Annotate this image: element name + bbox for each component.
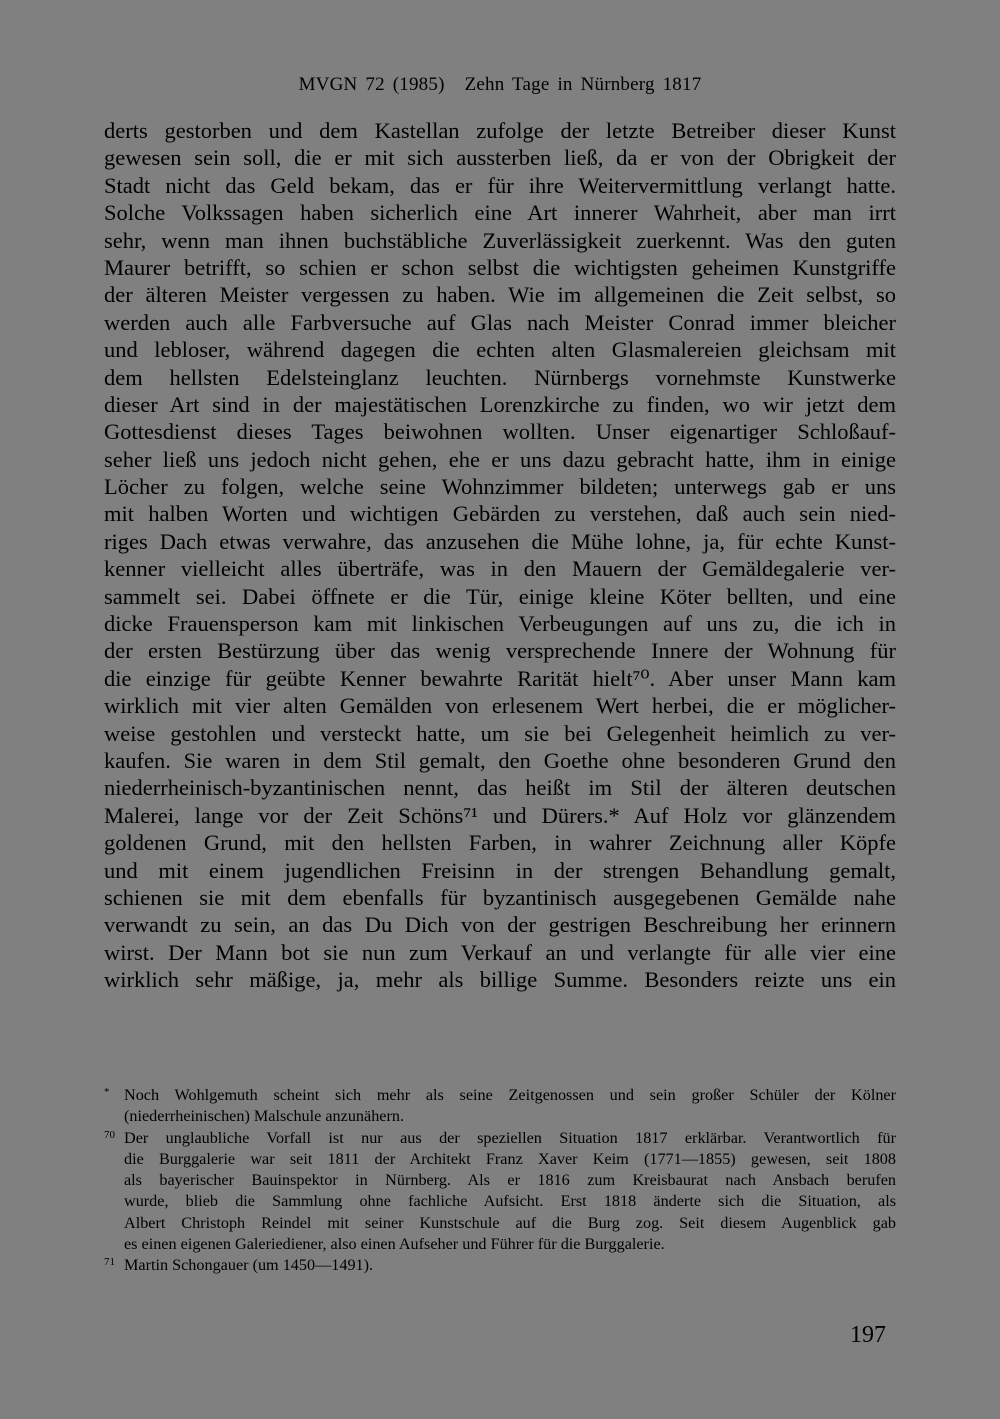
footnote-marker: 70 (104, 1128, 115, 1141)
footnote-line: es einen eigenen Galeriediener, also einen Aufseher und Führer für die Burggalerie. (124, 1235, 665, 1254)
text-line: dem hellsten Edelsteinglanz leuchten. Nürnbergs vornehmste Kunstwerke (104, 364, 896, 390)
footnote (104, 1085, 896, 1128)
footnote-marker: * (104, 1086, 110, 1098)
text-line: der älteren Meister vergessen zu haben. Wie im allgemeinen die Zeit selbst, so (104, 282, 896, 308)
text-line: der ersten Bestürzung über das wenig versprechende Innere der Wohnung für (104, 638, 896, 664)
footnote-line: Noch Wohlgemuth scheint sich mehr als seine Zeitgenossen und sein großer Schüler der Kölner (124, 1086, 896, 1104)
text-line: kaufen. Sie waren in dem Stil gemalt, den Goethe ohne besonderen Grund den (104, 747, 896, 773)
main-text (104, 117, 896, 994)
text-line: und mit einem jugendlichen Freisinn in der strengen Behandlung gemalt, (104, 857, 896, 883)
text-line: Maurer betrifft, so schien er schon selbst die wichtigsten geheimen Kunstgriffe (104, 254, 896, 280)
footnote-line: Albert Christoph Reindel mit seiner Kunstschule auf die Burg zog. Seit diesem Augenblick gab (124, 1213, 896, 1232)
footnote (104, 1128, 896, 1256)
text-line: Malerei, lange vor der Zeit Schöns⁷¹ und Dürers.* Auf Holz vor glänzendem (104, 802, 896, 828)
footnote-line: Der unglaubliche Vorfall ist nur aus der speziellen Situation 1817 erklärbar. Verantwortlich für (124, 1128, 896, 1147)
text-line: sammelt sei. Dabei öffnete er die Tür, einige kleine Köter bellten, und eine (104, 583, 896, 609)
text-line: schienen sie mit dem ebenfalls für byzantinisch ausgegebenen Gemälde nahe (104, 884, 896, 910)
text-line: sehr, wenn man ihnen buchstäbliche Zuverlässigkeit zuerkennt. Was den guten (104, 227, 896, 253)
text-line: riges Dach etwas verwahre, das anzusehen die Mühe lohne, ja, für echte Kunst- (104, 528, 896, 554)
page-number: 197 (850, 1322, 886, 1348)
footnote (104, 1255, 896, 1276)
footnote-line: als bayerischer Bauinspektor in Nürnberg. Als er 1816 zum Kreisbaurat nach Ansbach berufen (124, 1171, 896, 1190)
text-line: Gottesdienst dieses Tages beiwohnen wollten. Unser eigenartiger Schloßauf- (104, 419, 896, 445)
text-line: und lebloser, während dagegen die echten alten Glasmalereien gleichsam mit (104, 337, 896, 363)
text-line: gewesen sein soll, die er mit sich aussterben ließ, da er von der Obrigkeit der (104, 145, 896, 171)
text-line: wirklich sehr mäßige, ja, mehr als billige Summe. Besonders reizte uns ein (104, 967, 896, 993)
text-line: dieser Art sind in der majestätischen Lorenzkirche zu finden, wo wir jetzt dem (104, 391, 896, 417)
text-line: weise gestohlen und versteckt hatte, um sie bei Gelegenheit heimlich zu ver- (104, 720, 896, 746)
footnotes (104, 1085, 896, 1277)
text-line: wirst. Der Mann bot sie nun zum Verkauf an und verlangte für alle vier eine (104, 939, 896, 965)
footnote-line: die Burggalerie war seit 1811 der Architekt Franz Xaver Keim (1771—1855) gewesen, seit 1808 (124, 1149, 896, 1168)
journal-reference: MVGN 72 (1985) (298, 74, 445, 95)
text-line: Löcher zu folgen, welche seine Wohnzimmer bildeten; unterwegs gab er uns (104, 474, 896, 500)
text-line: dicke Frauensperson kam mit linkischen Verbeugungen auf uns zu, die ich in (104, 611, 896, 637)
article-title: Zehn Tage in Nürnberg 1817 (464, 74, 702, 95)
text-line: kenner vielleicht alles überträfe, was in den Mauern der Gemäldegalerie ver- (104, 556, 896, 582)
text-line: niederrheinisch-byzantinischen nennt, das heißt im Stil der älteren deutschen (104, 775, 896, 801)
text-line: wirklich mit vier alten Gemälden von erlesenem Wert herbei, die er möglicher- (104, 693, 896, 719)
text-line: goldenen Grund, mit den hellsten Farben, in wahrer Zeichnung aller Köpfe (104, 830, 896, 856)
text-line: die einzige für geübte Kenner bewahrte Rarität hielt⁷⁰. Aber unser Mann kam (104, 665, 896, 691)
text-line: werden auch alle Farbversuche auf Glas nach Meister Conrad immer bleicher (104, 309, 896, 335)
text-line: verwandt zu sein, an das Du Dich von der gestrigen Beschreibung her erinnern (104, 912, 896, 938)
text-line: Stadt nicht das Geld bekam, das er für ihre Weitervermittlung verlangt hatte. (104, 172, 896, 198)
text-line: derts gestorben und dem Kastellan zufolge der letzte Betreiber dieser Kunst (104, 118, 896, 143)
footnote-line: (niederrheinischen) Malschule anzunähern. (124, 1107, 405, 1126)
running-header (0, 74, 1000, 96)
text-line: seher ließ uns jedoch nicht gehen, ehe er uns dazu gebracht hatte, ihm in einige (104, 446, 896, 472)
text-line: Solche Volkssagen haben sicherlich eine Art innerer Wahrheit, aber man irrt (104, 200, 896, 226)
footnote-line: wurde, blieb die Sammlung ohne fachliche Aufsicht. Erst 1818 änderte sich die Situation, als (124, 1192, 896, 1211)
text-line: mit halben Worten und wichtigen Gebärden zu verstehen, daß auch sein nied- (104, 501, 896, 527)
footnote-marker: 71 (104, 1256, 115, 1269)
footnote-line: Martin Schongauer (um 1450—1491). (124, 1256, 374, 1275)
